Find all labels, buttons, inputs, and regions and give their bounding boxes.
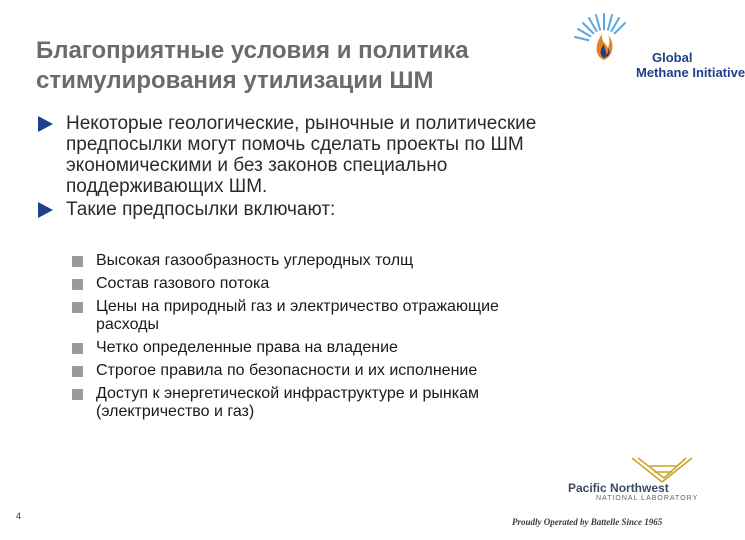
sub-bullet-text [96,385,630,421]
sub-bullet-item [70,298,630,334]
triangle-bullet-icon [38,202,53,218]
global-methane-initiative-logo [570,10,745,80]
sub-bullet-text [96,275,630,293]
pnnl-name: Pacific Northwest [568,481,669,495]
sub-bullet-text [96,298,630,334]
logo-line-2: Methane Initiative [636,65,745,80]
sub-bullet-line: расходы [96,316,159,333]
sub-bullet-item [70,362,630,380]
slide-title [36,36,596,96]
bullet-text [66,113,678,197]
title-line-2: стимулирования утилизации ШМ [36,67,434,94]
logo-line-1: Global [652,50,693,65]
pnnl-logo [566,456,706,506]
sub-bullet-item [70,252,630,270]
bullet-line: экономическими и без законов специально [66,155,448,176]
logo-wordmark [636,50,745,80]
main-bullet-list [38,113,678,220]
bullet-line: поддерживающих ШМ. [66,176,268,197]
bullet-text [66,199,678,220]
sub-bullet-text [96,362,630,380]
sub-bullet-item [70,339,630,357]
sub-bullet-line: Состав газового потока [96,275,270,292]
sub-bullet-line: Доступ к энергетической инфраструктуре и рынкам [96,385,479,402]
pnnl-subtitle: NATIONAL LABORATORY [596,495,699,502]
bullet-item [38,199,678,220]
sub-bullet-line: Цены на природный газ и электричество отражающие [96,298,499,315]
sub-bullet-list [70,252,630,426]
square-bullet-icon [72,279,83,290]
bullet-line: Некоторые геологические, рыночные и политические [66,113,537,134]
sub-bullet-line: Высокая газообразность углеродных толщ [96,252,414,269]
sub-bullet-line: Четко определенные права на владение [96,339,398,356]
square-bullet-icon [72,366,83,377]
bullet-item [38,113,678,197]
sub-bullet-line: Строгое правила по безопасности и их исполнение [96,362,478,379]
sub-bullet-item [70,275,630,293]
square-bullet-icon [72,256,83,267]
sub-bullet-text [96,252,630,270]
page-number: 4 [16,511,22,521]
battelle-tagline: Proudly Operated by Battelle Since 1965 [512,517,663,527]
square-bullet-icon [72,302,83,313]
bullet-line: Такие предпосылки включают: [66,199,336,220]
square-bullet-icon [72,343,83,354]
title-line-1: Благоприятные условия и политика [36,37,469,64]
triangle-bullet-icon [38,116,53,132]
bullet-line: предпосылки могут помочь сделать проекты по ШМ [66,134,524,155]
sub-bullet-line: (электричество и газ) [96,403,255,420]
sub-bullet-text [96,339,630,357]
square-bullet-icon [72,389,83,400]
sub-bullet-item [70,385,630,421]
